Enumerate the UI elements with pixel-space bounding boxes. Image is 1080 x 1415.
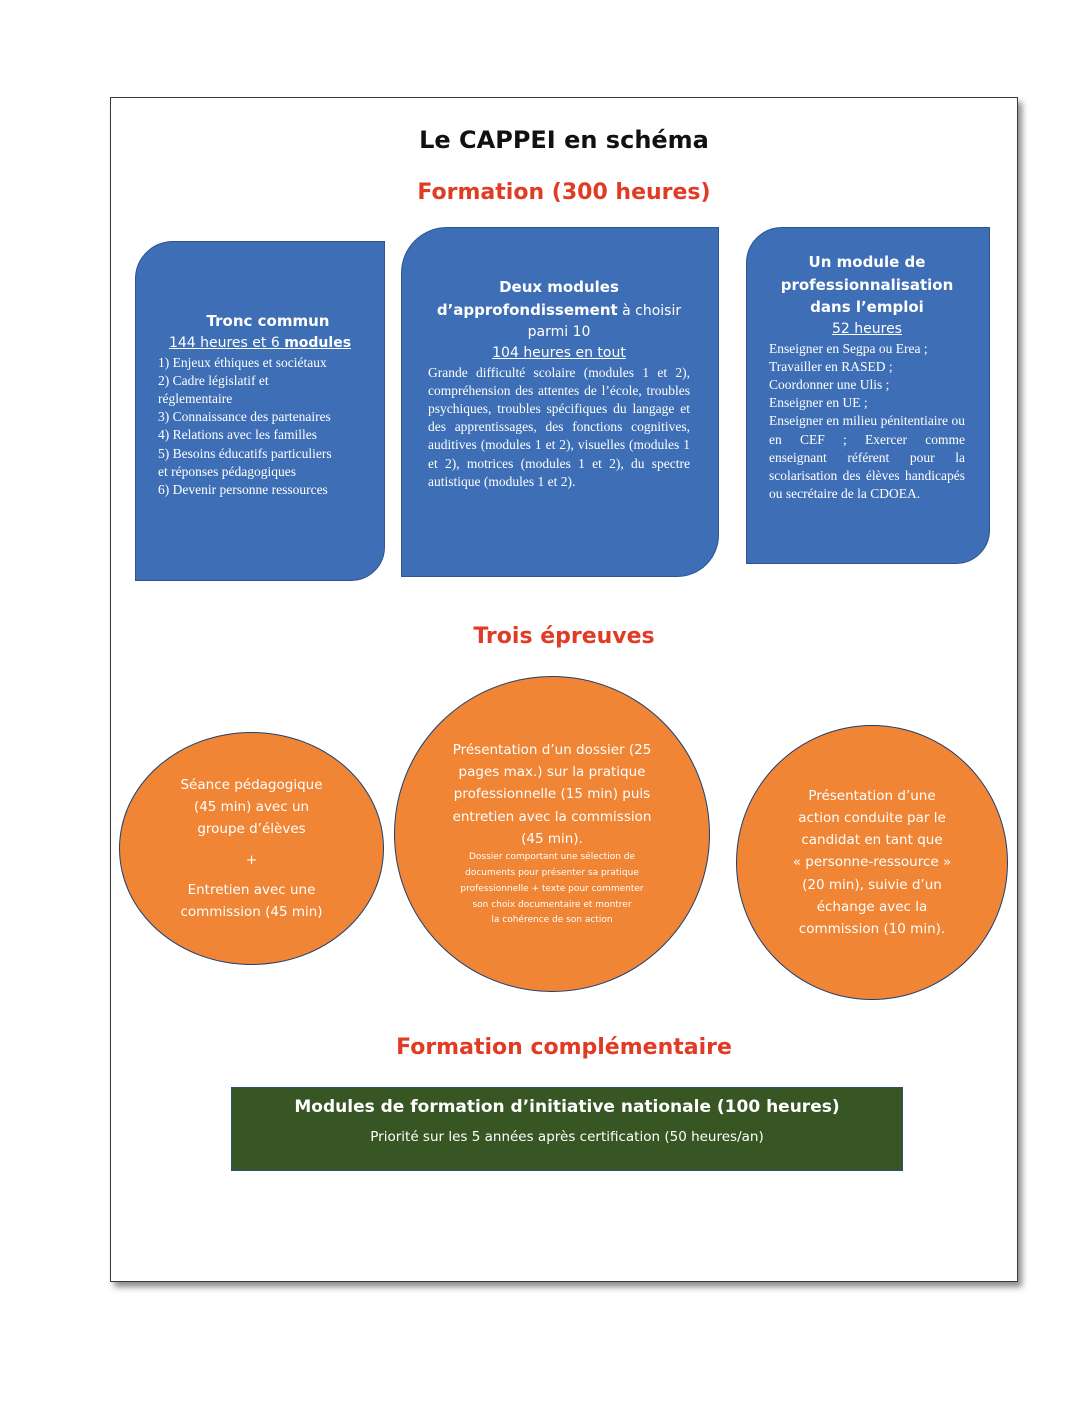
approfondissement-title-1: Deux modules	[499, 278, 619, 296]
professionnalisation-box	[746, 227, 990, 564]
approfondissement-hours: 104 heures en tout	[492, 344, 626, 361]
list-item: 4) Relations avec les familles	[158, 427, 317, 443]
list-item: Enseigner en Segpa ou Erea ;	[769, 340, 928, 356]
page-title: Le CAPPEI en schéma	[419, 126, 709, 154]
list-item: 2) Cadre législatif et	[158, 372, 269, 388]
list-item: et réponses pédagogiques	[158, 463, 296, 479]
list-item: réglementaire	[158, 390, 233, 406]
professionnalisation-text: Enseigner en milieu pénitentiaire ou en CEF ; Exercer comme enseignant référent pour la scolarisation des élèves handicapés ou secrétaire de la CDOEA.	[769, 413, 965, 502]
professionnalisation-list	[769, 340, 965, 413]
complementaire-box	[231, 1087, 903, 1171]
list-item: Enseigner en UE ;	[769, 395, 868, 411]
list-item: 5) Besoins éducatifs particuliers	[158, 445, 332, 461]
tronc-commun-box	[135, 241, 385, 581]
document-page	[110, 97, 1018, 1282]
professionnalisation-hours: 52 heures	[832, 320, 902, 337]
tronc-commun-hours: 144 heures et 6 modules	[168, 334, 352, 351]
formation-heading: Formation (300 heures)	[417, 180, 711, 205]
epreuve-1-circle: Séance pédagogique (45 min) avec un groupe d’élèves + Entretien avec une commission (45 min)	[119, 732, 384, 965]
tronc-commun-title: Tronc commun	[206, 312, 330, 330]
list-item: 6) Devenir personne ressources	[158, 482, 328, 498]
approfondissement-text: Grande difficulté scolaire (modules 1 et 2), compréhension des attentes de l’école, troubles psychiques, troubles spécifiques du langage et des apprentissages, des fonctions cognitives, auditives (modules 1 et 2), visuelles (modules 1 et 2), motrices (modules 1 et 2), du spectre autistique (modules 1 et 2).	[428, 364, 690, 489]
professionnalisation-title-1: Un module de	[808, 253, 926, 271]
list-item: 3) Connaissance des partenaires	[158, 409, 331, 425]
complementaire-subtitle: Priorité sur les 5 années après certification (50 heures/an)	[370, 1129, 764, 1145]
epreuve-3-circle: Présentation d’une action conduite par le candidat en tant que « personne-ressource » (20 min), suivie d’un échange avec la commission (10 min).	[736, 725, 1008, 1000]
plus-sign: +	[245, 851, 258, 868]
professionnalisation-title-3: dans l’emploi	[810, 298, 924, 316]
approfondissement-box	[401, 227, 719, 577]
epreuves-heading: Trois épreuves	[473, 624, 655, 649]
complementaire-title: Modules de formation d’initiative nationale (100 heures)	[294, 1097, 840, 1117]
list-item: 1) Enjeux éthiques et sociétaux	[158, 354, 327, 370]
epreuve-2-circle: Présentation d’un dossier (25 pages max.) sur la pratique professionnelle (15 min) puis entretien avec la commission (45 min). Dossier comportant une sélection de documents pour présenter sa pratique professionnelle + texte pour commenter son choix documentaire et montrer la cohérence de son action	[394, 676, 710, 992]
complementaire-heading: Formation complémentaire	[396, 1035, 732, 1060]
approfondissement-title-3: parmi 10	[527, 323, 591, 340]
tronc-commun-list	[158, 354, 378, 500]
approfondissement-title-2: d’approfondissement à choisir	[436, 300, 682, 319]
professionnalisation-title-2: professionnalisation	[780, 275, 954, 294]
list-item: Travailler en RASED ;	[769, 358, 893, 374]
list-item: Coordonner une Ulis ;	[769, 376, 890, 392]
